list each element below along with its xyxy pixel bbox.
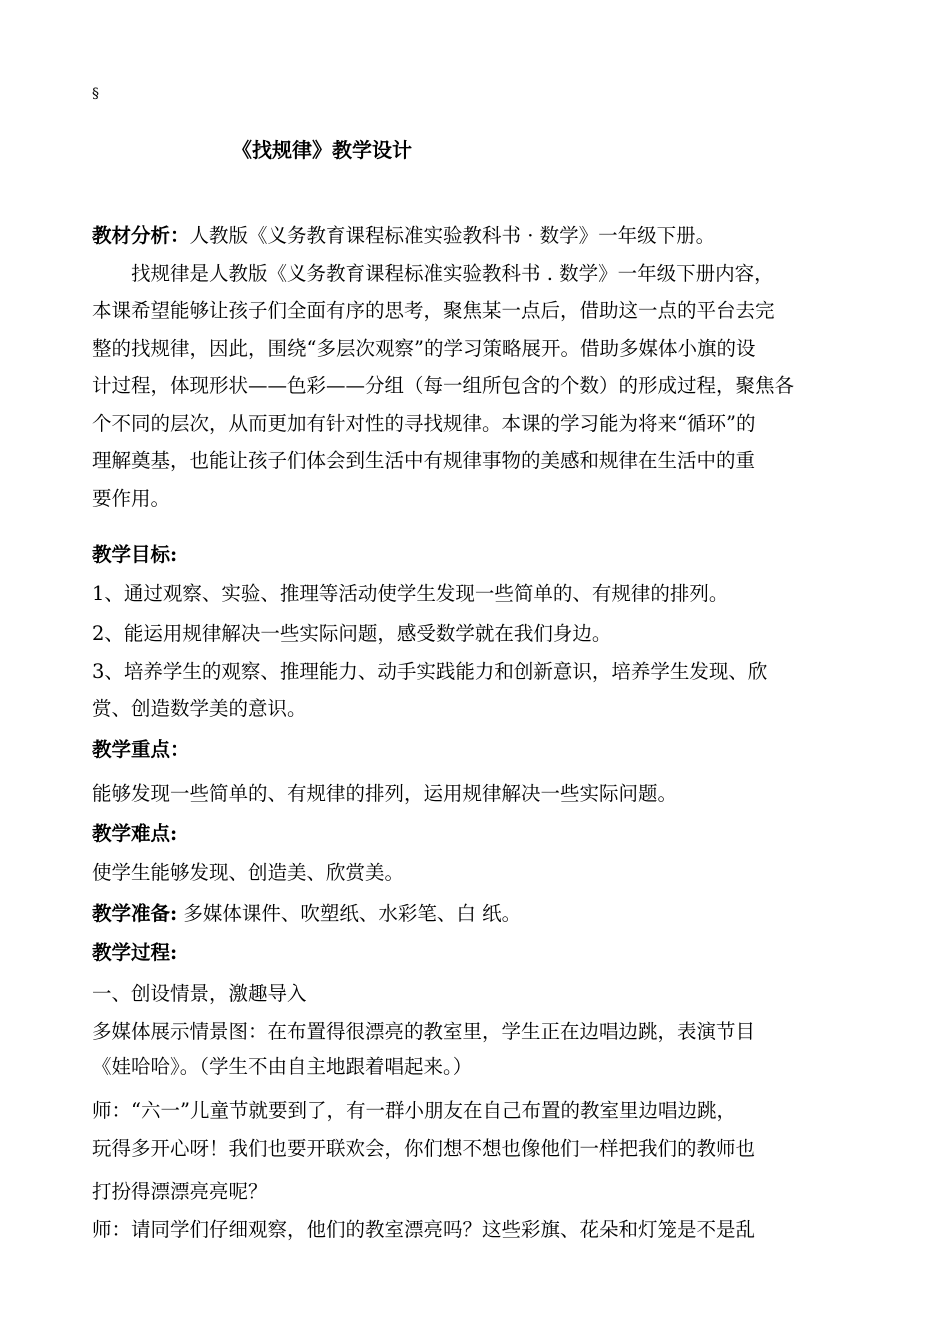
analysis-line: 理解奠基，也能让孩子们体会到生活中有规律事物的美感和规律在生活中的重 bbox=[92, 449, 756, 472]
process-line: 师：请同学们仔细观察，他们的教室漂亮吗？这些彩旗、花朵和灯笼是不是乱 bbox=[92, 1218, 756, 1241]
goals-label: 教学目标: bbox=[92, 543, 178, 566]
process-label: 教学过程: bbox=[92, 941, 178, 964]
preparation-label: 教学准备: bbox=[92, 902, 178, 925]
analysis-line: 要作用。 bbox=[92, 487, 171, 510]
goal-item: 2、能运用规律解决一些实际问题，感受数学就在我们身边。 bbox=[92, 622, 612, 645]
process-line: 多媒体展示情景图：在布置得很漂亮的教室里，学生正在边唱边跳，表演节目 bbox=[92, 1020, 756, 1043]
analysis-line: 找规律是人教版《义务教育课程标准实验教科书 . 数学》一年级下册内容， bbox=[92, 262, 774, 285]
analysis-intro: 人教版《义务教育课程标准实验教科书 · 数学》一年级下册。 bbox=[189, 224, 716, 247]
difficulties-label: 教学难点: bbox=[92, 822, 178, 845]
goal-item: 3、培养学生的观察、推理能力、动手实践能力和创新意识，培养学生发现、欣 bbox=[92, 660, 768, 683]
preparation-text: 多媒体课件、吹塑纸、水彩笔、白 纸。 bbox=[177, 902, 522, 925]
document-title: 《找规律》教学设计 bbox=[232, 138, 412, 162]
process-line: 打扮得漂漂亮亮呢？ bbox=[92, 1180, 268, 1203]
key-points-text: 能够发现一些简单的、有规律的排列，运用规律解决一些实际问题。 bbox=[92, 782, 678, 805]
analysis-line: 个不同的层次，从而更加有针对性的寻找规律。本课的学习能为将来“循环”的 bbox=[92, 412, 756, 435]
process-line: 一、创设情景，激趣导入 bbox=[92, 982, 307, 1005]
goal-item: 赏、创造数学美的意识。 bbox=[92, 697, 307, 720]
section-mark: § bbox=[92, 86, 99, 102]
difficulties-text: 使学生能够发现、创造美、欣赏美。 bbox=[92, 861, 405, 884]
goal-item: 1、通过观察、实验、推理等活动使学生发现一些简单的、有规律的排列。 bbox=[92, 582, 729, 605]
analysis-heading-line bbox=[92, 222, 872, 250]
process-line: 师：“六一”儿童节就要到了，有一群小朋友在自己布置的教室里边唱边跳， bbox=[92, 1099, 736, 1122]
analysis-line: 本课希望能够让孩子们全面有序的思考，聚焦某一点后，借助这一点的平台去完 bbox=[92, 299, 775, 322]
process-line: 玩得多开心呀！我们也要开联欢会，你们想不想也像他们一样把我们的教师也 bbox=[92, 1137, 756, 1160]
analysis-line: 计过程，体现形状——色彩——分组（每一组所包含的个数）的形成过程，聚焦各 bbox=[92, 374, 795, 397]
process-line: 《娃哈哈》。（学生不由自主地跟着唱起来。） bbox=[92, 1055, 473, 1078]
analysis-line: 整的找规律，因此，围绕“多层次观察”的学习策略展开。借助多媒体小旗的设 bbox=[92, 337, 756, 360]
preparation-line bbox=[92, 900, 872, 928]
key-points-label: 教学重点： bbox=[92, 738, 190, 761]
analysis-label: 教材分析： bbox=[92, 224, 190, 247]
